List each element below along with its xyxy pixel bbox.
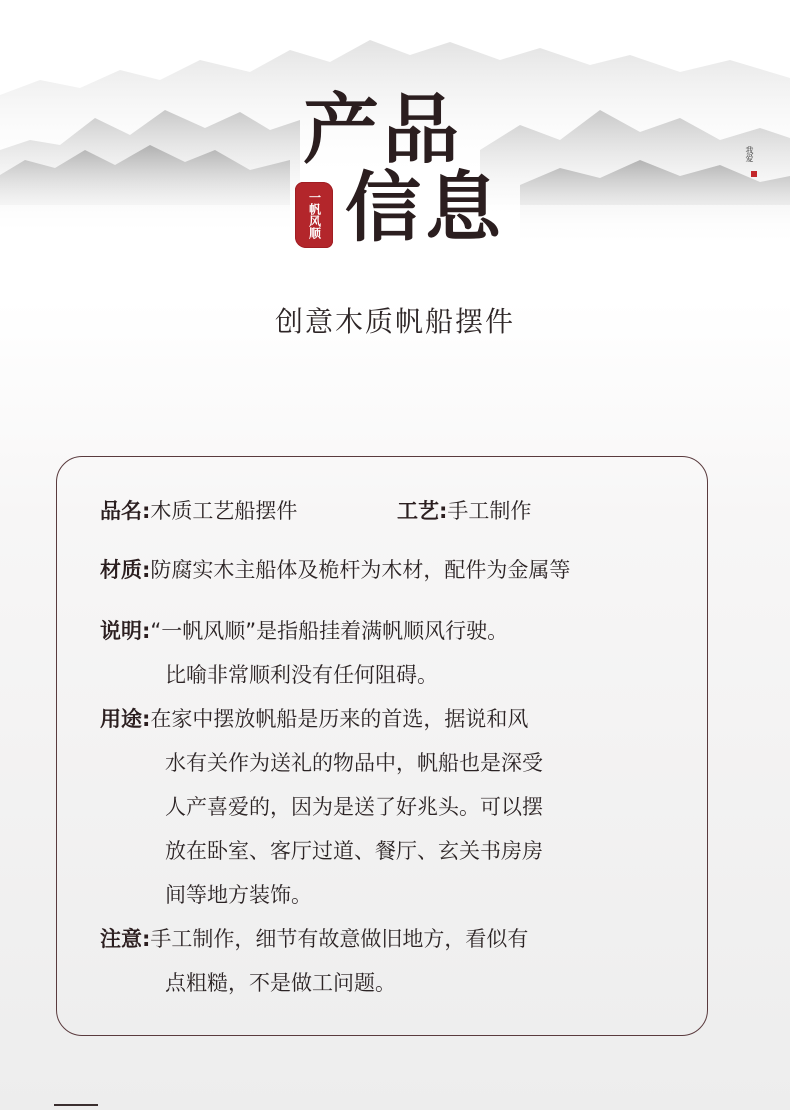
- usage-line: 人产喜爱的，因为是送了好兆头。可以摆: [165, 795, 543, 819]
- usage-line: 间等地方装饰。: [165, 883, 312, 907]
- red-seal-stamp: [295, 182, 333, 248]
- note-line: 点粗糙，不是做工问题。: [165, 971, 396, 995]
- material-label: 材质:: [100, 558, 151, 582]
- calligraphy-mark: 我爱: [745, 146, 754, 162]
- usage-label: 用途:: [100, 707, 151, 731]
- product-name-row: [100, 501, 297, 522]
- craft-label: 工艺:: [397, 499, 448, 523]
- note-line: 手工制作，细节有故意做旧地方，看似有: [150, 927, 529, 951]
- title-line-1: 产品: [303, 85, 463, 174]
- description-line: 比喻非常顺利没有任何阻碍。: [165, 663, 438, 687]
- product-subtitle: 创意木质帆船摆件: [274, 305, 515, 338]
- usage-line: 在家中摆放帆船是历来的首选，据说和风: [150, 707, 529, 731]
- note-row: [100, 929, 528, 950]
- material-value: 防腐实木主船体及桅杆为木材，配件为金属等: [150, 558, 571, 582]
- craft-row: [397, 501, 531, 522]
- craft-value: 手工制作: [447, 499, 532, 523]
- usage-line: 水有关作为送礼的物品中，帆船也是深受: [165, 751, 543, 775]
- usage-row: [100, 709, 528, 730]
- material-row: [100, 560, 570, 581]
- title-line-2: 信息: [345, 163, 505, 252]
- description-line: “一帆风顺”是指船挂着满帆顺风行驶。: [150, 619, 509, 643]
- seal-text: 一帆风顺: [307, 191, 322, 239]
- description-row: [100, 621, 508, 642]
- usage-line: 放在卧室、客厅过道、餐厅、玄关书房房: [165, 839, 543, 863]
- note-label: 注意:: [100, 927, 151, 951]
- description-label: 说明:: [100, 619, 151, 643]
- product-name-value: 木质工艺船摆件: [150, 499, 298, 523]
- mini-seal-stamp: [751, 171, 757, 177]
- product-name-label: 品名:: [100, 499, 151, 523]
- bottom-divider: [54, 1104, 98, 1106]
